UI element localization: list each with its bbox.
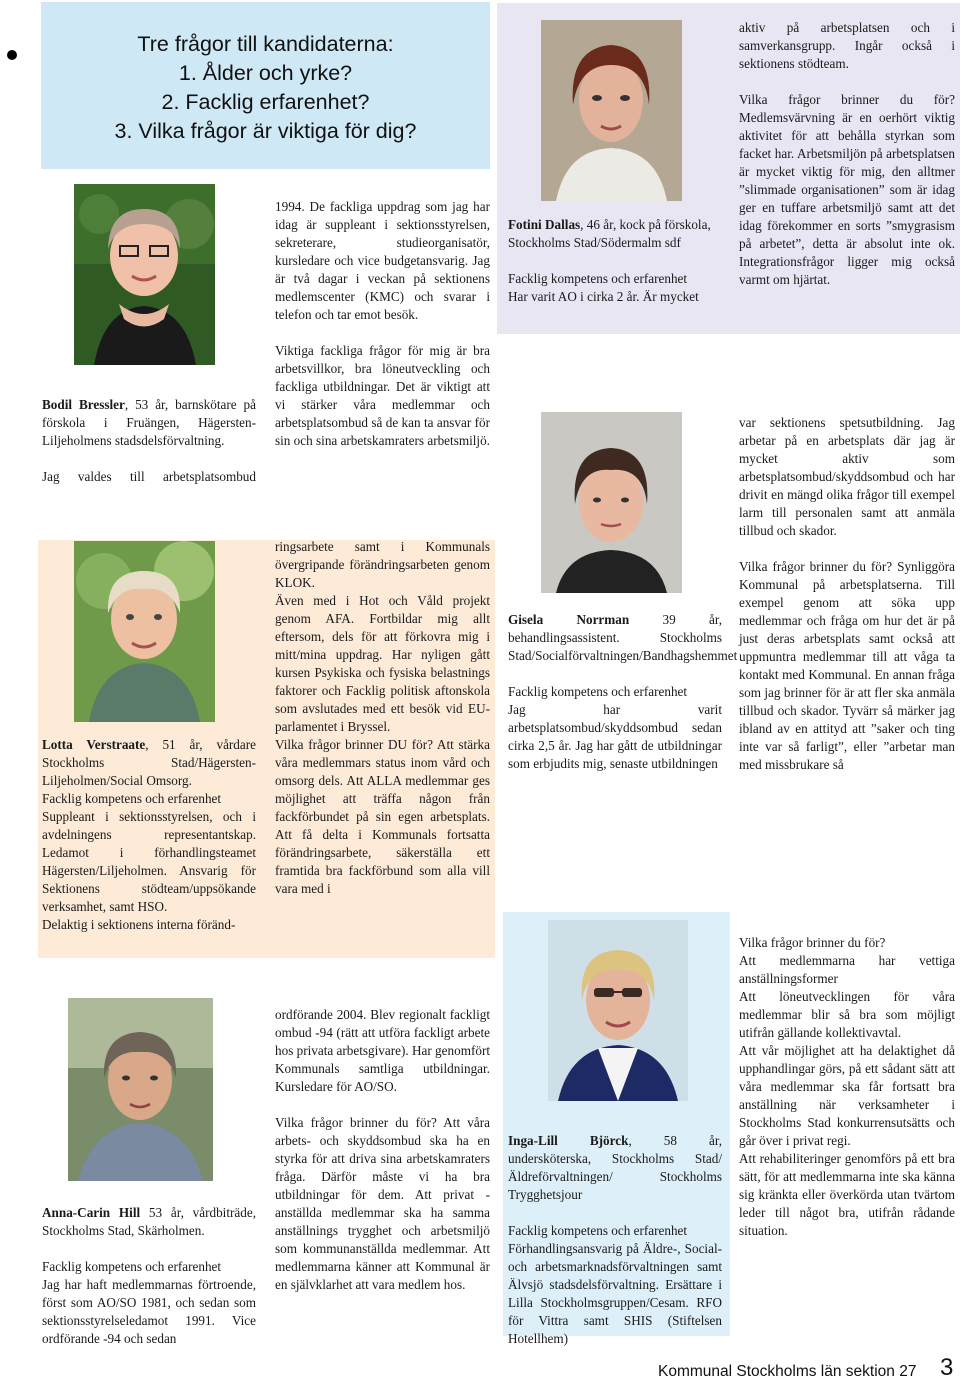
annacarin-photo (68, 998, 213, 1181)
title-line-3: 2. Facklig erfarenhet? (161, 90, 370, 114)
bodil-continued: 1994. De fackliga uppdrag som jag har idag är suppleant i sektionsstyrelsen, sekreterare, studieorganisatör, kursledare och vice budgetansvarig. Jag är två dagar i veckan på sektionens medlemscenter (KMC) och svarar i telefon och tar emot besök. Viktiga fackliga frågor för mig är bra arbetsvillkor, bra löneutveckling och fackliga utbildningar. Det är viktigt att vi stärker våra medlemmar och arbetsplatsombud så de kan ta ansvar för sin och sina arbetskamraters arbetsmiljö. (275, 199, 490, 448)
ingalill-intro: Inga-Lill Björck, 58 år, undersköterska, Stockholms Stad/Äldreförvaltningen/ Stockholms Trygghetsjour Facklig kompetens och erfarenhet Förhandlingsansvarig på Äldre-, Social- och arbetsmarknadsförvaltningen samt Älvsjö stadsdelsförvaltning. Ersättare i Lilla Stockholmsgruppen/Cesam. RFO för Vittra samt SHIS (Stiftelsen Hotellhem) (508, 1133, 723, 1346)
lotta-name: Lotta Verstraate (42, 737, 146, 752)
gisela-questions: Vilka frågor brinner du för? Synliggöra Kommunal på arbetsplatserna. Till exempel genom att söka upp medlemmar och fråga om hur det är på just deras arbetsplats samt också att uppmuntra medlemmar till att våga ta kontakt med Kommunal. En annan fråga som jag brinner för är att fler ska anmäla tillbud och skador. Tyvärr så märker jag ibland av en attityd att ”saker och ting inte var så farligt”, eller ”arbetar man med missbrukare så (739, 559, 955, 772)
fotini-continued: aktiv på arbetsplatsen och i samverkansgrupp. Ingår också i sektionens stödteam. Vilka frågor brinner du för? Medlemsvärvning är en oerhört viktig aktivitet för att behålla styrkan som facket har. Arbetsmiljön på arbetsplatsen är mycket viktig för mig, den alltmer ”slimmade organisationen” som är idag ger en tuffare arbetsmiljö samt att det idag förekommer en sorts ”smygrasism på arbetet”, detta är absolut inte ok. Integrationsfrågor ligger mig också varmt om hjärtat. (739, 20, 955, 287)
gisela-photo (541, 412, 682, 593)
annacarin-intro: Anna-Carin Hill 53 år, vårdbiträde, Stockholms Stad, Skärholmen. Facklig kompetens och erfarenhet Jag har haft medlemmarnas förtroende, först som AO/SO 1981, och sedan som sektionsstyrelseledamot 1991. Vice ordförande -94 och sedan (42, 1205, 257, 1346)
fotini-intro: Fotini Dallas, 46 år, kock på förskola, Stockholms Stad/Södermalm sdf Facklig kompetens och erfarenhet Har varit AO i cirka 2 år. Är mycket (508, 216, 720, 306)
ingalill-questions: Vilka frågor brinner du för? Att medlemmarna har vettiga anställningsformer Att löneutvecklingen för våra medlemmar blir så bra som möjligt utifrån gällande kollektivavtal. Att vår möjlighet att ha delaktighet då upphandlingar görs, på ett sådant sätt att våra medlemmar ska får fortsatt bra anställning när verksamheter i Stockholms Stad konkurrensutsätts och går över i privat regi. Att rehabiliteringer genomförs på ett bra sätt, för att medlemmarna inte ska känna sig kränkta eller överkörda utan tvärtom leder till något bra, utifrån rådande situation. (739, 935, 955, 1238)
ingalill-heading: Facklig kompetens och erfarenhet (508, 1223, 688, 1238)
lotta-heading: Facklig kompetens och erfarenhet (42, 791, 222, 806)
fotini-heading: Facklig kompetens och erfarenhet (508, 271, 688, 286)
page-title (41, 30, 490, 146)
ingalill-photo (548, 920, 688, 1101)
title-line-2: 1. Ålder och yrke? (178, 61, 353, 85)
annacarin-questions: Vilka frågor brinner du för? Att våra arbets- och skyddsombud ska ha en styrka för att driva sina arbetskamraters fråga. Därför måste vi ha bra utbildningar för dem. Att privat -anställda medlemmar ska ha samma anställnings trygghet och arbetsmiljö som kommunanställda medlemmar. Att medlemmarna känner att Kommunal är en självklarhet att vara medlem hos. (275, 1115, 490, 1292)
gisela-heading: Facklig kompetens och erfarenhet (508, 684, 688, 699)
footer (640, 1355, 960, 1382)
ingalill-p1: Förhandlingsansvarig på Äldre-, Social- och arbetsmarknadsförvaltningen samt Älvsjö stadsdelsförvaltning. Ersättare i Lilla Stockholmsgruppen/Cesam. RFO för Vittra samt SHIS (Stiftelsen Hotellhem) (508, 1241, 722, 1346)
lotta-continued: ringsarbete samt i Kommunals övergripande förändringsarbeten genom KLOK. Även med i Hot och Våld projekt genom AFA. Fortbildar mig allt eftersom, dels för att förkovra mig i mitt/mina uppdrag. Har nyligen gått kursen Psykiska och fysiska belastnings faktorer och Facklig politisk aftonskola som avslutades med ett besök vid EU-parlamentet i Bryssel. Vilka frågor brinner DU för? Att stärka våra medlemmars status inom vård och omsorg dels. Att ALLA medlemmar ges möjlighet att träffa någon från fackförbundet på sin egen arbetsplats. Att få delta i Kommunals fortsatta förändringsarbete, säkerställa ett framtida bra fackförbund som alla vill vara med i (275, 539, 490, 896)
page-number: 3 (940, 1354, 954, 1381)
title-line-1: Tre frågor till kandidaterna: (137, 32, 394, 56)
lotta-intro: Lotta Verstraate, 51 år, vårdare Stockholms Stad/Hägersten-Liljeholmen/Social Omsorg. Facklig kompetens och erfarenhet Suppleant i sektionsstyrelsen, och i avdelningens representantskap. Ledamot i förhandlingsteamet Hägersten/Liljeholmen. Ansvarig för Sektionens stödteam/uppsökande verksamhet, samt HSO. Delaktig i sektionens interna föränd- (42, 737, 257, 932)
title-line-4: 3. Vilka frågor är viktiga för dig? (114, 119, 417, 143)
fotini-questions: Vilka frågor brinner du för? Medlemsvärvning är en oerhört viktig aktivitet för att behålla styrkan som facket har. Arbetsmiljön på arbetsplatsen är mycket viktig för mig, den alltmer ”slimmade organisationen” som är idag ger en tuffare arbetsmiljö samt att det idag förekommer en sorts ”smygrasism på arbetet”, detta är absolut inte ok. Integrationsfrågor ligger mig också varmt om hjärtat. (739, 92, 955, 287)
annacarin-p1: Jag har haft medlemmarnas förtroende, först som AO/SO 1981, och sedan som sektionsstyrelseledamot 1991. Vice ordförande -94 och sedan (42, 1277, 256, 1346)
fotini-name: Fotini Dallas (508, 217, 581, 232)
fotini-photo (541, 20, 682, 201)
bodil-name: Bodil Bressler (42, 397, 125, 412)
bodil-photo (74, 184, 215, 365)
gisela-intro: Gisela Norrman 39 år, behandlingsassistent. Stockholms Stad/Socialförvaltningen/Bandhagshemmet Facklig kompetens och erfarenhet Jag har varit arbetsplatsombud/skyddsombud sedan cirka 2,5 år. Jag har gått de utbildningar som erbjudits mig, senaste utbildningen (508, 612, 738, 771)
lotta-p1: Suppleant i sektionsstyrelsen, och i avdelningens representantskap. Ledamot i förhandlingsteamet Hägersten/Liljeholmen. Ansvarig för Sektionens stödteam/uppsökande verksamhet, samt HSO. (42, 809, 256, 914)
lotta-p2: Delaktig i sektionens interna föränd- (42, 917, 236, 932)
bodil-intro (42, 396, 256, 486)
bodil-intro-text: , 53 år, barnskötare på förskola i Fruängen, Hägersten-Liljeholmens stadsdelsförvaltning. (42, 397, 256, 448)
annacarin-name: Anna-Carin Hill (42, 1205, 141, 1220)
bullet-dot (7, 50, 17, 60)
bodil-p1: Jag valdes till arbetsplatsombud (42, 469, 256, 484)
gisela-p1: Jag har varit arbetsplatsombud/skyddsombud sedan cirka 2,5 år. Jag har gått de utbildningar som erbjudits mig, senaste utbildningen (508, 702, 722, 771)
lotta-photo (74, 541, 215, 722)
ingalill-questions-heading: Vilka frågor brinner du för? (739, 935, 886, 950)
bodil-questions: Viktiga fackliga frågor för mig är bra arbetsvillkor, bra löneutveckling och fackliga utbildningar. Det är viktigt att vi stärker våra medlemmar och arbetsplatsombud så de kan ta ansvar för sin och sina arbetskamraters arbetsmiljö. (275, 343, 490, 448)
annacarin-heading: Facklig kompetens och erfarenhet (42, 1259, 222, 1274)
footer-text: Kommunal Stockholms län sektion 27 (658, 1363, 917, 1380)
fotini-p1: Har varit AO i cirka 2 år. Är mycket (508, 289, 699, 304)
gisela-continued: var sektionens spetsutbildning. Jag arbetar på en arbetsplats där jag är mycket aktiv som arbetsplatsombud/skyddsombud och har drivit en mängd olika frågor till exempel larm till personalen samt att anmäla tillbud och skador. Vilka frågor brinner du för? Synliggöra Kommunal på arbetsplatserna. Till exempel genom att söka upp medlemmar och fråga om hur det är på just deras arbetsplats samt också att uppmuntra medlemmar till att våga ta kontakt med Kommunal. En annan fråga som jag brinner för är att fler ska anmäla tillbud och skador. Tyvärr så märker jag ibland av en attityd att ”saker och ting inte var så farligt”, eller ”arbetar man med missbrukare så (739, 415, 955, 772)
lotta-questions: Vilka frågor brinner DU för? Att stärka våra medlemmars status inom vård och omsorg dels. Att ALLA medlemmar ges möjlighet att träffa någon från fackförbundet på sin egen arbetsplats. Att få delta i Kommunals fortsatta förändringsarbete, säkerställa ett framtida bra fackförbund som alla vill vara med i (275, 737, 490, 896)
gisela-name: Gisela Norrman (508, 612, 630, 627)
annacarin-continued: ordförande 2004. Blev regionalt fackligt ombud -94 (rätt att utföra fackligt arbete hos privata arbetsgivare). Har genomfört Kommunals samtliga utbildningar. Kursledare för AO/SO. Vilka frågor brinner du för? Att våra arbets- och skyddsombud ska ha en styrka för att driva sina arbetskamraters fråga. Därför måste vi ha bra utbildningar för dem. Att privat -anställda medlemmar ska ha samma anställnings trygghet och arbetsmiljö som kommunanställda medlemmar. Att medlemmarna känner att Kommunal är en självklarhet att vara medlem hos. (275, 1007, 490, 1292)
ingalill-name: Inga-Lill Björck (508, 1133, 629, 1148)
